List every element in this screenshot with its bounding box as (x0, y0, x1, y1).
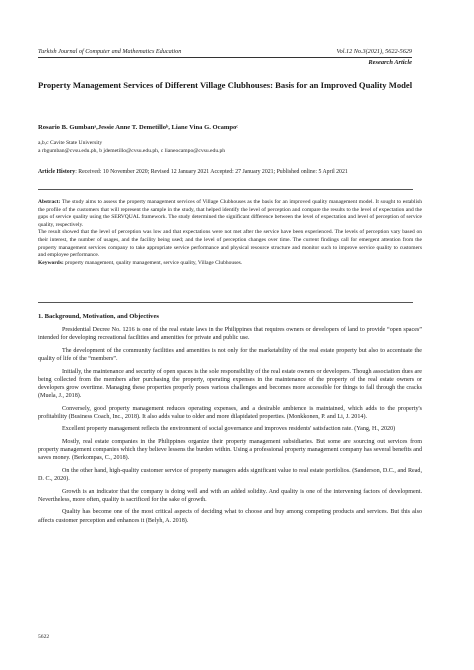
volume-info: Vol.12 No.3(2021), 5622-5629 (336, 48, 412, 55)
history-text: : Received: 10 November 2020; Revised 12 January 2021 Accepted: 27 January 2021; Published online: 5 April 2021 (75, 169, 348, 175)
journal-name: Turkish Journal of Computer and Mathematics Education (38, 48, 182, 55)
history-label: Article History (38, 169, 76, 175)
body-paragraph: The development of the community facilities and amenities is not only for the marketability of the real estate property but also to accentuate the quality of life of the “members”. (38, 347, 422, 362)
section-body (38, 326, 422, 529)
divider-top (38, 189, 413, 190)
divider-bottom (38, 302, 413, 303)
body-paragraph: Quality has become one of the most critical aspects of deciding what to choose and buy among competing products and services. But this also affects customer perception and enhances it (Belyh, A. 2018). (38, 509, 422, 524)
abstract (38, 199, 422, 267)
article-type: Research Article (368, 59, 412, 66)
body-paragraph: Mostly, real estate companies in the Philippines organize their property management subsidiaries. But some are sourcing out services from property management companies which they believe lessens the burden within. Using a professional property management company has several benefits and saves money. (Berkompas, C., 2018). (38, 439, 422, 462)
body-paragraph: Growth is an indicator that the company is doing well and with an added solidity. And quality is one of the intervening factors of development. Nevertheless, more often, quality is sacrificed for the sake of growth. (38, 488, 422, 503)
page-number: 5622 (38, 634, 50, 640)
affiliation (38, 139, 225, 155)
author-list: Rosario B. Gumbanᵃ,Jessie Anne T. Demetilloᵇ, Liane Vina G. Ocampoᶜ (38, 124, 239, 131)
body-paragraph: Presidential Decree No. 1216 is one of the real estate laws in the Philippines that requires owners or developers of land to provide “open spaces” intended for developing recreational facilities and amenities for private and public use. (38, 327, 422, 342)
body-paragraph: On the other hand, high-quality customer service of property managers adds significant value to real estate portfolios. (Sanderson, D.C., and Read, D. C., 2020). (38, 467, 422, 482)
body-paragraph: Initially, the maintenance and security of open spaces is the sole responsibility of the real estate owners or developers. Though association dues are being collected from the members after purchasing the property, operating expenses in the maintenance of the property of the real estate owners or developers grow overtime. Managing these properties properly poses various challenges and becomes more accessible for things to fall through the cracks (Muela, J., 2018). (38, 368, 422, 399)
paper-title: Property Management Services of Different Village Clubhouses: Basis for an Improved Quality Model (38, 80, 413, 90)
keywords-label: Keywords: (38, 259, 64, 266)
abstract-text: The study aims to assess the property management services of Village Clubhouses as the basis for an improved quality management model. It sought to establish the profile of the customers that will represent the sample in the study, that helped identify the level of perception and compare the results to the level of expectation and the gaps of service quality using the SERVQUAL framework. The study determined the significant difference between the level of expectation and level of perception of service quality, respectively. (38, 199, 422, 228)
section-title: 1. Background, Motivation, and Objectives (38, 313, 159, 320)
running-header (38, 48, 412, 68)
abstract-label: Abstract: (38, 199, 61, 205)
abstract-paragraph (38, 199, 422, 229)
keywords-text: property management, quality management, service quality, Village Clubhouses. (63, 259, 243, 266)
header-rule (38, 57, 412, 58)
body-paragraph: Conversely, good property management reduces operating expenses, and a desirable ambience is maintained, which adds to the property's profitability (Business Coach, Inc., 2018). It also adds value to older and more dilapidated properties. (Monkkonen, P. and Li, J. 2014). (38, 405, 422, 420)
abstract-paragraph: The result showed that the level of perception was low and that expectations were not met after the service have been experienced. The levels of perception vary based on their interest, the number of usages, and the facility being used; and the level of perception changes over time. The current findings call for emergent attention from the property management services company to take appropriate service performance and physical resource structure and monitor such to improve service quality to customers and employee performance. (38, 229, 422, 259)
email-line: a rbgumban@cvsu.edu.ph, b jdemetillo@cvsu.edu.ph, c lianeocampo@cvsu.edu.ph (38, 148, 226, 154)
body-paragraph: Excellent property management reflects the environment of social governance and improves residents' satisfaction rate. (Yang, H., 2020) (62, 426, 396, 433)
affiliation-line: a,b,c Cavite State University (38, 140, 103, 146)
article-history (38, 169, 418, 177)
keywords (38, 260, 422, 268)
